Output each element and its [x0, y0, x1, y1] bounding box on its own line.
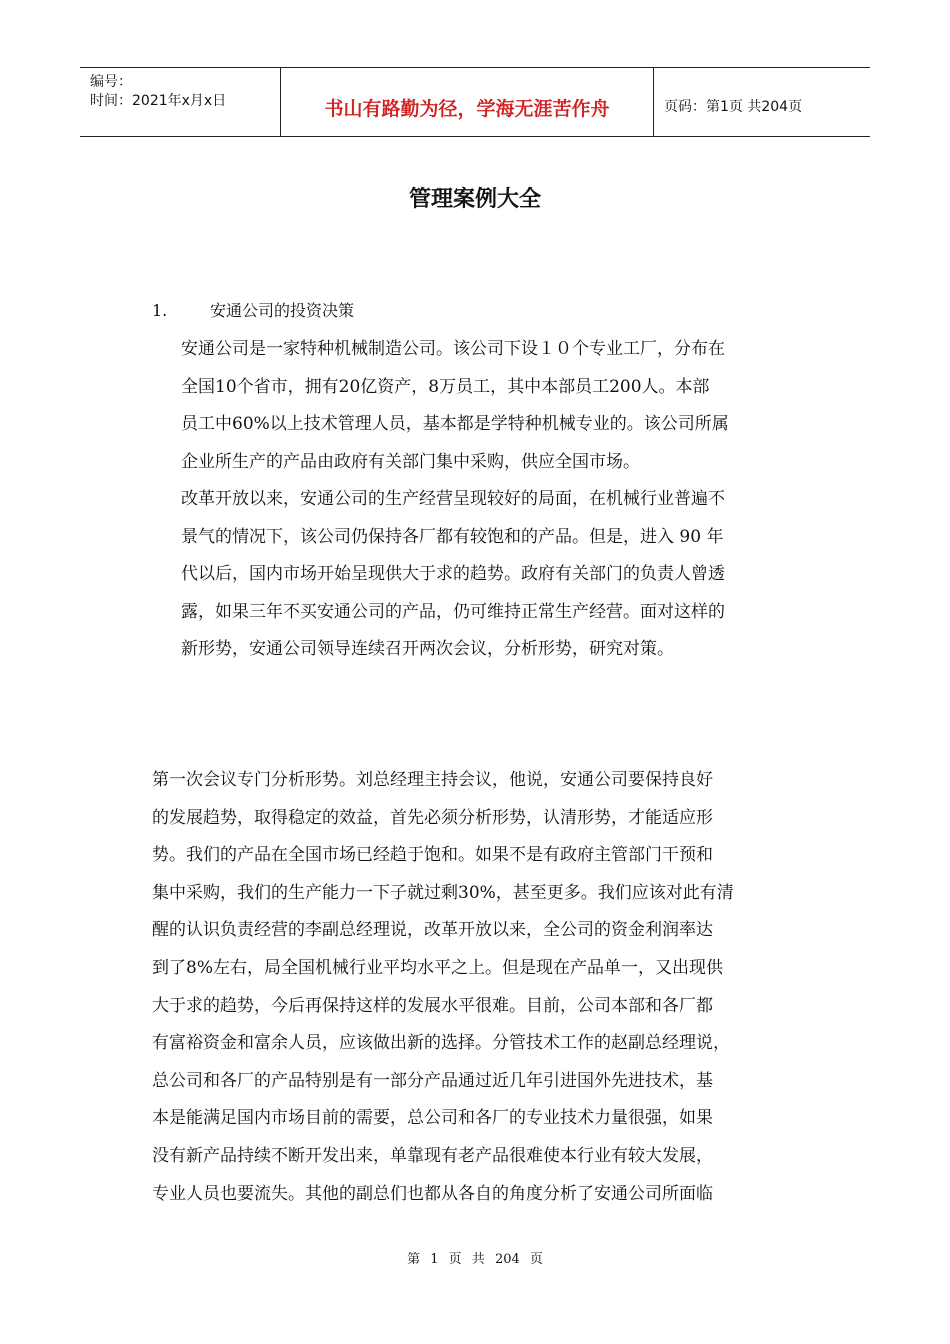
text-line: 集中采购，我们的生产能力一下子就过剩30%，甚至更多。我们应该对此有清	[152, 882, 734, 903]
text-line: 到了8%左右，局全国机械行业平均水平之上。但是现在产品单一，又出现供	[152, 957, 723, 978]
text-line: 第一次会议专门分析形势。刘总经理主持会议，他说，安通公司要保持良好	[152, 770, 713, 790]
paragraph-3	[152, 762, 734, 1213]
text-line: 露，如果三年不买安通公司的产品，仍可维持正常生产经营。面对这样的	[181, 601, 725, 622]
paragraph-2	[181, 481, 725, 669]
page-footer	[0, 1248, 950, 1267]
document-title: 管理案例大全	[408, 187, 541, 212]
text-line: 的发展趋势，取得稳定的效益，首先必须分析形势，认清形势，才能适应形	[152, 807, 713, 828]
text-line: 员工中60%以上技术管理人员，基本都是学特种机械专业的。该公司所属	[181, 414, 729, 435]
footer-ye: 页	[448, 1252, 462, 1267]
section-title: 安通公司的投资决策	[210, 301, 355, 320]
section-heading	[152, 298, 354, 321]
text-line: 大于求的趋势，今后再保持这样的发展水平很难。目前，公司本部和各厂都	[152, 995, 713, 1016]
text-line: 醒的认识负责经营的李副总经理说，改革开放以来，全公司的资金利润率达	[152, 920, 713, 941]
footer-gong: 共	[471, 1252, 485, 1267]
number-label: 编号：	[90, 74, 132, 90]
text-line: 总公司和各厂的产品特别是有一部分产品通过近几年引进国外先进技术，基	[152, 1070, 713, 1091]
header-left-cell	[80, 68, 281, 136]
date-label: 时间：2021年x月x日	[90, 93, 227, 109]
text-line: 势。我们的产品在全国市场已经趋于饱和。如果不是有政府主管部门干预和	[152, 845, 713, 866]
header-middle-cell	[281, 68, 654, 136]
footer-ye2: 页	[529, 1252, 543, 1267]
text-line: 本是能满足国内市场目前的需要，总公司和各厂的专业技术力量很强，如果	[152, 1108, 713, 1129]
text-line: 专业人员也要流失。其他的副总们也都从各自的角度分析了安通公司所面临	[152, 1183, 713, 1204]
footer-page-number: 1	[430, 1252, 439, 1267]
motto: 书山有路勤为径，学海无涯苦作舟	[324, 98, 610, 120]
section-number: 1.	[152, 301, 168, 320]
header-right-cell	[654, 68, 870, 136]
paragraph-1	[181, 331, 729, 481]
footer-di: 第	[407, 1252, 421, 1267]
text-line: 安通公司是一家特种机械制造公司。该公司下设１０个专业工厂，分布在	[181, 339, 725, 359]
header-table	[80, 67, 870, 137]
text-line: 全国10个省市，拥有20亿资产，8万员工，其中本部员工200人。本部	[181, 376, 710, 397]
footer-total-pages: 204	[494, 1252, 520, 1267]
text-line: 景气的情况下，该公司仍保持各厂都有较饱和的产品。但是，进入 90 年	[181, 526, 724, 547]
text-line: 有富裕资金和富余人员，应该做出新的选择。分管技术工作的赵副总经理说，	[152, 1033, 730, 1054]
text-line: 企业所生产的产品由政府有关部门集中采购，供应全国市场。	[181, 451, 640, 472]
page-info: 页码：第1页 共204页	[664, 99, 803, 115]
text-line: 改革开放以来，安通公司的生产经营呈现较好的局面，在机械行业普遍不	[181, 489, 725, 509]
text-line: 新形势，安通公司领导连续召开两次会议，分析形势，研究对策。	[181, 639, 674, 660]
text-line: 没有新产品持续不断开发出来，单靠现有老产品很难使本行业有较大发展，	[152, 1145, 713, 1166]
text-line: 代以后，国内市场开始呈现供大于求的趋势。政府有关部门的负责人曾透	[181, 564, 725, 585]
